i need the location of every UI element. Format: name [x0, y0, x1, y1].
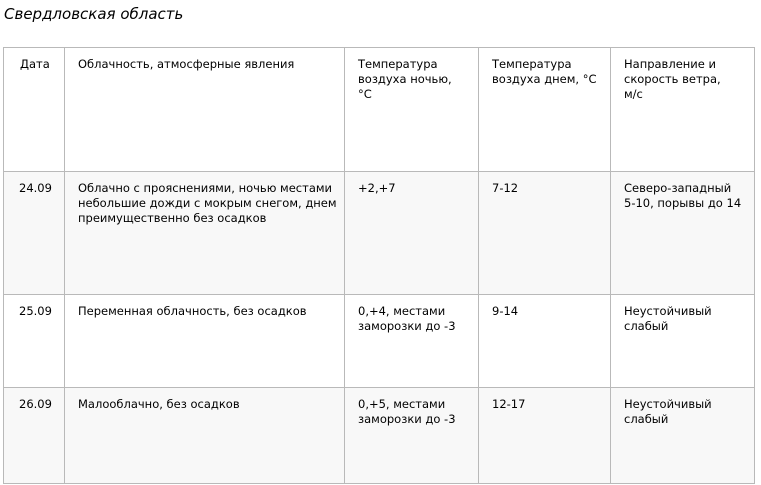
- date-value: 25.09: [19, 304, 52, 318]
- wind-value: Неустойчивый слабый: [624, 397, 712, 426]
- date-cell: [4, 388, 65, 484]
- day-temperature-value: 7-12: [492, 181, 519, 195]
- cloudiness-value: Переменная облачность, без осадков: [78, 304, 307, 318]
- day-temperature-cell: [479, 172, 611, 295]
- cloudiness-value: Облачно с прояснениями, ночью местами небольшие дожди с мокрым снегом, днем преимущественно без осадков: [78, 181, 337, 225]
- day-temperature-cell: [479, 388, 611, 484]
- cloudiness-cell: [65, 172, 345, 295]
- table-row: [4, 295, 755, 388]
- night-temperature-cell: [345, 172, 479, 295]
- night-temperature-value: 0,+5, местами заморозки до -3: [358, 397, 456, 426]
- night-temperature-cell: [345, 388, 479, 484]
- header-cloud-cell: [65, 48, 345, 172]
- table-row: [4, 388, 755, 484]
- header-wind-cell: [611, 48, 755, 172]
- page-title: Свердловская область: [4, 5, 184, 23]
- wind-value: Северо-западный 5-10, порывы до 14: [624, 181, 742, 210]
- date-value: 26.09: [19, 397, 52, 411]
- day-temperature-value: 9-14: [492, 304, 519, 318]
- header-cloudiness: Облачность, атмосферные явления: [78, 57, 295, 71]
- header-night-cell: [345, 48, 479, 172]
- header-day-temperature: Температура воздуха днем, °С: [492, 57, 597, 86]
- date-cell: [4, 172, 65, 295]
- table-header-row: [4, 48, 755, 172]
- night-temperature-value: 0,+4, местами заморозки до -3: [358, 304, 456, 333]
- header-day-cell: [479, 48, 611, 172]
- header-date-cell: [4, 48, 65, 172]
- night-temperature-cell: [345, 295, 479, 388]
- date-value: 24.09: [19, 181, 52, 195]
- header-night-temperature: Температура воздуха ночью, °С: [358, 57, 452, 101]
- wind-value: Неустойчивый слабый: [624, 304, 712, 333]
- night-temperature-value: +2,+7: [358, 181, 396, 195]
- cloudiness-value: Малооблачно, без осадков: [78, 397, 240, 411]
- wind-cell: [611, 295, 755, 388]
- forecast-table: [3, 47, 755, 484]
- wind-cell: [611, 388, 755, 484]
- wind-cell: [611, 172, 755, 295]
- date-cell: [4, 295, 65, 388]
- header-date: Дата: [20, 57, 50, 71]
- day-temperature-cell: [479, 295, 611, 388]
- cloudiness-cell: [65, 388, 345, 484]
- table-row: [4, 172, 755, 295]
- cloudiness-cell: [65, 295, 345, 388]
- header-wind: Направление и скорость ветра, м/с: [624, 57, 721, 101]
- day-temperature-value: 12-17: [492, 397, 526, 411]
